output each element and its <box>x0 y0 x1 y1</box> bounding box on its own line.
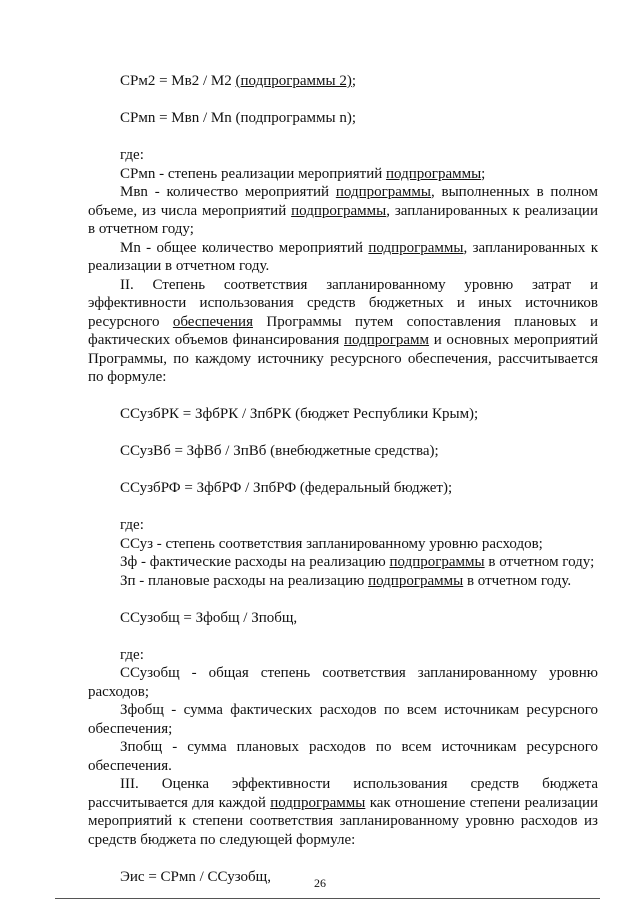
link-subprogram[interactable]: подпрограммы <box>335 184 431 200</box>
where-label-3: где: <box>120 646 144 663</box>
page-number: 26 <box>314 876 326 890</box>
where-label-2: где: <box>120 517 144 533</box>
link-subprogram[interactable]: подпрограммы <box>368 239 464 256</box>
def-mvn-line-2: объеме, из числа мероприятий подпрограммы, запланированных к реализации <box>88 202 598 219</box>
document-body <box>88 72 598 886</box>
link-provision[interactable]: обеспечения <box>172 313 253 330</box>
section-2-line-1: II. Степень соответствия запланированному уровню затрат и <box>120 276 598 293</box>
def-zf: Зф - фактические расходы на реализацию подпрограммы в отчетном году; <box>120 554 595 570</box>
def-mn-line-2: реализации в отчетном году. <box>88 258 270 274</box>
section-2-line-2: эффективности использования средств бюджетных и иных источников <box>88 295 598 311</box>
def-mvn-line-1: Мвn - количество мероприятий подпрограммы, выполненных в полном <box>120 184 598 200</box>
section-2-line-6: по формуле: <box>88 369 167 385</box>
formula-ssuz-total: ССузобщ = Зфобщ / Зпобщ, <box>120 609 298 626</box>
section-2-line-4: фактических объемов финансирования подпрограмм и основных мероприятий <box>88 332 598 348</box>
def-srmn: СРмn - степень реализации мероприятий подпрограммы; <box>120 165 486 182</box>
link-subprograms[interactable]: подпрограмм <box>343 332 430 348</box>
def-mvn-line-3: в отчетном году; <box>88 221 194 237</box>
def-zp-total-line-1: Зпобщ - сумма плановых расходов по всем источникам ресурсного <box>120 739 598 755</box>
def-zp: Зп - плановые расходы на реализацию подпрограммы в отчетном году. <box>120 572 572 589</box>
section-3-line-3: мероприятий к степени соответствия запланированному уровню расходов из <box>88 813 598 829</box>
def-zf-total-line-2: обеспечения; <box>88 720 173 737</box>
formula-eis: Эис = СРмn / ССузобщ, <box>120 868 271 885</box>
formula-srm2: СРм2 = Мв2 / М2 (подпрограммы 2); <box>120 73 357 89</box>
section-3-line-1: III. Оценка эффективности использования средств бюджета <box>120 776 598 792</box>
formula-ssuz-vb: ССузВб = ЗфВб / ЗпВб (внебюджетные средства); <box>120 443 439 459</box>
def-zf-total-line-1: Зфобщ - сумма фактических расходов по всем источникам ресурсного <box>120 702 598 718</box>
link-subprogram-2[interactable]: (подпрограммы 2) <box>235 73 352 89</box>
formula-ssuz-rk: ССузбРК = ЗфбРК / ЗпбРК (бюджет Республики Крым); <box>120 406 479 422</box>
formula-ssuz-rf: ССузбРФ = ЗфбРФ / ЗпбРФ (федеральный бюджет); <box>120 480 453 496</box>
def-mn-line-1: Мn - общее количество мероприятий подпрограммы, запланированных к <box>120 239 599 256</box>
where-label-1: где: <box>120 147 144 163</box>
link-subprogram[interactable]: подпрограммы <box>368 572 464 589</box>
link-subprogram[interactable]: подпрограммы <box>386 165 482 182</box>
def-zp-total-line-2: обеспечения. <box>88 757 172 774</box>
def-ssuz: ССуз - степень соответствия запланированному уровню расходов; <box>120 535 543 552</box>
link-subprogram[interactable]: подпрограммы <box>389 554 485 570</box>
section-3-line-4: средств бюджета по следующей формуле: <box>88 831 356 848</box>
def-ssuz-total-line-1: ССузобщ - общая степень соответствия запланированному уровню <box>120 665 598 681</box>
bottom-divider <box>55 898 600 899</box>
link-subprogram[interactable]: подпрограммы <box>270 794 366 811</box>
formula-srmn: СРмn = Мвn / Мn (подпрограммы n); <box>120 110 357 126</box>
def-ssuz-total-line-2: расходов; <box>88 683 149 700</box>
section-2-line-3: ресурсного обеспечения Программы путем сопоставления плановых и <box>88 313 598 330</box>
link-subprogram[interactable]: подпрограммы <box>291 202 387 219</box>
section-2-line-5: Программы, по каждому источнику ресурсного обеспечения, рассчитывается <box>88 350 598 367</box>
section-3-line-2: рассчитывается для каждой подпрограммы как отношение степени реализации <box>88 794 598 811</box>
